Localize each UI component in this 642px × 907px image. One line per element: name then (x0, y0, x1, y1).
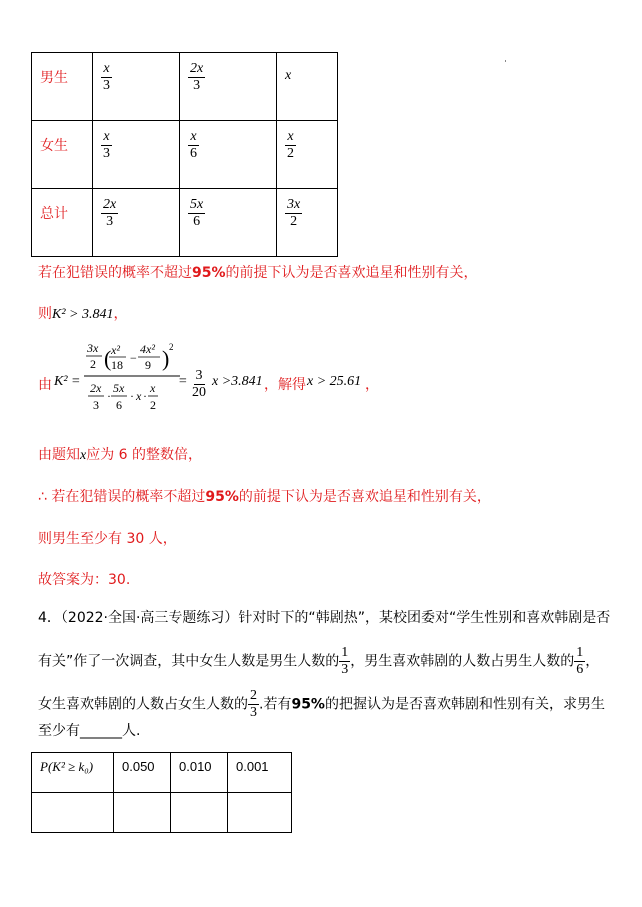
svg-text:18: 18 (111, 358, 123, 372)
comma: ， (365, 377, 379, 393)
svg-text:3: 3 (93, 398, 99, 412)
solution-line-2: 则K² > 3.841， (38, 306, 128, 322)
row-label: 女生 (32, 121, 93, 189)
svg-text:2x: 2x (90, 381, 102, 395)
table-row: 女生 $\frac{x}{3}$ $\frac{x}{6}$ $\frac{x}{2}$ (32, 121, 338, 189)
svg-text:2: 2 (169, 342, 174, 352)
chi-square-formula (84, 340, 184, 418)
fraction: $\frac{2x}{3}$ (190, 61, 204, 93)
value-cell: 0.001 (228, 753, 292, 793)
solve-text: ，解得 (264, 377, 306, 393)
solution-line-3-prefix: 由 (38, 377, 52, 393)
solution-line-1: 若在犯错误的概率不超过95%的前提下认为是否喜欢追星和性别有关， (38, 265, 478, 281)
table-row (32, 793, 292, 833)
svg-text:−: − (130, 351, 137, 365)
result-inequality: x > 25.61 (307, 374, 362, 389)
stray-dot (505, 60, 506, 62)
solution-line-7: 故答案为：30. (38, 572, 131, 588)
svg-text:): ) (162, 346, 170, 371)
svg-text:4x²: 4x² (140, 342, 155, 356)
svg-text:x: x (136, 389, 142, 403)
contingency-table (31, 52, 338, 257)
svg-text:·: · (143, 389, 147, 403)
row-label: 男生 (32, 53, 93, 121)
probability-header: P(K² ≥ k₀) (32, 753, 114, 793)
svg-text:x: x (150, 381, 156, 395)
fraction: $\frac{x}{3}$ (103, 61, 110, 93)
solution-line-5: ∴ 若在犯错误的概率不超过95%的前提下认为是否喜欢追星和性别有关， (38, 489, 491, 505)
row-label: 总计 (32, 189, 93, 257)
svg-text:(: ( (104, 346, 112, 371)
value-cell: 0.010 (171, 753, 228, 793)
question-line-4: 至少有______人. (38, 723, 141, 739)
table-row: 男生 $\frac{x}{3}$ $\frac{2x}{3}$ x (32, 53, 338, 121)
svg-text:x²: x² (111, 343, 120, 357)
fraction-3-20: $\frac{3}{20}$ (192, 368, 206, 400)
solution-line-4: 由题知x应为 6 的整数倍， (38, 447, 203, 463)
equals-sign: = (178, 374, 188, 389)
question-line-3: 女生喜欢韩剧的人数占女生人数的 $\frac{2}{3}$ .若有95%的把握认为是否喜欢韩剧和性别有关，求男生 (38, 688, 605, 720)
svg-text:·: · (130, 389, 134, 403)
svg-text:·: · (107, 389, 111, 403)
svg-text:6: 6 (116, 398, 122, 412)
question-line-2: 有关”作了一次调查，其中女生人数是男生人数的 $\frac{1}{3}$ ，男生喜欢韩剧的人数占男生人数的 $\frac{1}{6}$ ， (38, 645, 600, 677)
svg-text:9: 9 (145, 358, 151, 372)
value-cell: 0.050 (114, 753, 171, 793)
critical-value-table (31, 752, 292, 833)
question-line-1: 4．（2022·全国·高三专题练习）针对时下的“韩剧热”，某校团委对“学生性别和喜欢韩剧是否 (38, 610, 611, 626)
svg-text:2: 2 (90, 357, 96, 371)
k-squared-label: K² = (54, 374, 81, 389)
inequality: x >3.841 (212, 374, 263, 389)
solution-line-6: 则男生至少有 30 人， (38, 531, 177, 547)
table-row (32, 753, 292, 793)
table-row: 总计 $\frac{2x}{3}$ $\frac{5x}{6}$ $\frac{3x}{2}$ (32, 189, 338, 257)
svg-text:3x: 3x (87, 341, 99, 355)
svg-text:2: 2 (150, 398, 156, 412)
svg-text:5x: 5x (113, 381, 125, 395)
